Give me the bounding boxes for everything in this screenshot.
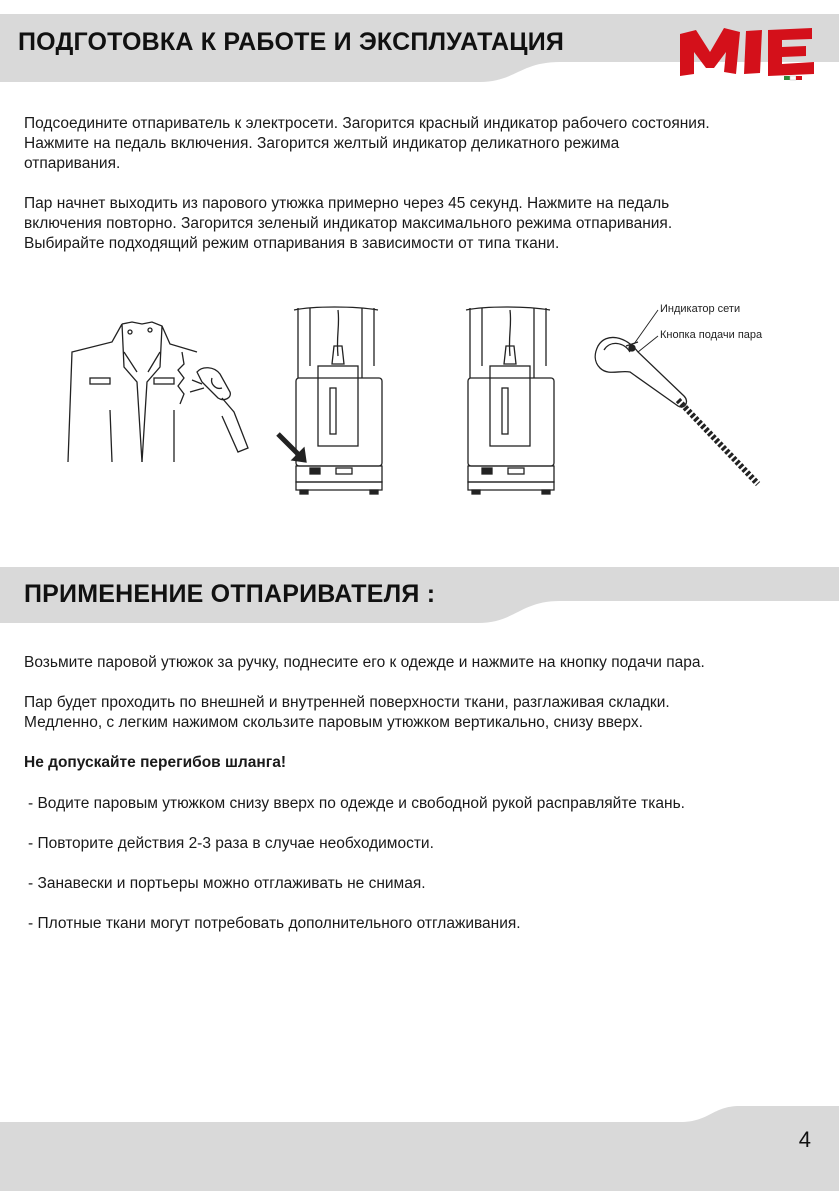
illustration-pedal-press: [274, 306, 394, 503]
section-title-usage: ПРИМЕНЕНИЕ ОТПАРИВАТЕЛЯ :: [24, 580, 436, 608]
illustration-steam-handle: [586, 296, 786, 501]
usage-bullet: - Повторите действия 2-3 раза в случае необходимости.: [28, 835, 434, 852]
hose-warning: Не допускайте перегибов шланга!: [24, 754, 286, 771]
footer-band: [0, 1106, 839, 1191]
page-number: 4: [798, 1127, 811, 1152]
label-power-indicator: Индикатор сети: [660, 303, 741, 315]
usage-bullet: - Занавески и портьеры можно отглаживать не снимая.: [28, 875, 426, 892]
illustration-steamer-base: [456, 306, 566, 503]
section-title-preparation: ПОДГОТОВКА К РАБОТЕ И ЭКСПЛУАТАЦИЯ: [18, 28, 565, 56]
usage-bullet: - Водите паровым утюжком снизу вверх по одежде и свободной рукой расправляйте ткань.: [28, 795, 685, 812]
usage-bullet: - Плотные ткани могут потребовать дополнительного отглаживания.: [28, 915, 521, 932]
usage-paragraph-1: Возьмите паровой утюжок за ручку, поднесите его к одежде и нажмите на кнопку подачи пара.: [24, 654, 705, 671]
label-steam-button: Кнопка подачи пара: [660, 329, 763, 341]
illustration-shirt-steaming: [62, 312, 252, 477]
prep-paragraph-1: Подсоедините отпариватель к электросети. Загорится красный индикатор рабочего состояния. Нажмите на педаль включения. Загорится желтый индикатор деликатного режима отпаривания.: [24, 115, 710, 172]
prep-paragraph-2: Пар начнет выходить из парового утюжка примерно через 45 секунд. Нажмите на педаль включения повторно. Загорится зеленый индикатор максимального режима отпаривания. Выбирайте подходящий режим отпаривания в зависимости от типа ткани.: [24, 195, 673, 252]
usage-paragraph-2: Пар будет проходить по внешней и внутренней поверхности ткани, разглаживая складки. Медленно, с легким нажимом скользите паровым утюжком вертикально, снизу вверх.: [24, 694, 670, 731]
brand-logo: [674, 22, 824, 84]
